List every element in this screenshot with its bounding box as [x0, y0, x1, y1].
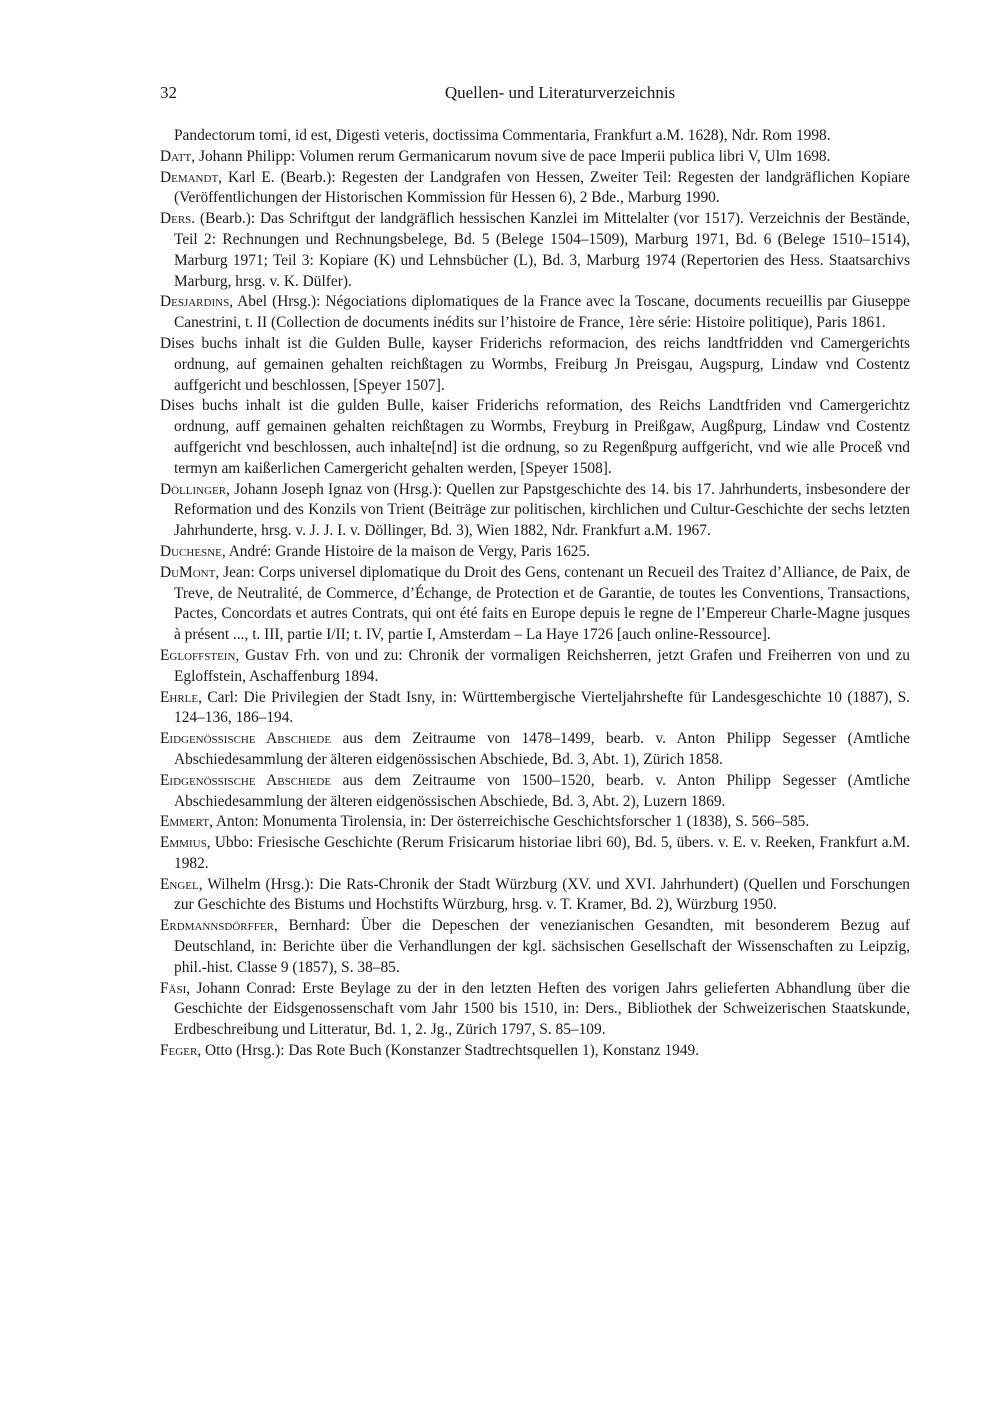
bibliography-entry: [160, 209, 910, 292]
entry-author: Erdmannsdörffer: [160, 917, 274, 935]
entry-text: , Johann Conrad: Erste Beylage zu der in den letzten Heften des vorigen Jahrs gelieferten Abhandlung über die Geschichte der Eidsgenossenschaft vom Jahr 1500 bis 1510, in: Ders., Bibliothek der Schweizerischen Staatskunde, Erdbeschreibung und Litteratur, Bd. 1, 2. Jg., Zürich 1797, S. 85–109.: [174, 979, 910, 1039]
bibliography-entry: [160, 563, 910, 646]
entry-author: Duchesne: [160, 542, 222, 560]
entry-text: , Karl E. (Bearb.): Regesten der Landgrafen von Hessen, Zweiter Teil: Regesten der landgräflichen Kopiare (Veröffentlichungen der Historischen Kommission für Hessen 6), 2 Bde., Marburg 1990.: [174, 168, 910, 207]
bibliography-entry: [160, 147, 910, 168]
bibliography-entry: [160, 542, 910, 563]
entry-text: Dises buchs inhalt ist die Gulden Bulle, kayser Friderichs reformacion, des reichs landtfridden vnd Camergerichts ordnung, auf gemainen gehalten reichßtagen zu Wormbs, Freiburg Jn Preisgau, Augspurg, Lindaw vnd Costentz auffgericht und beschlossen, [Speyer 1507].: [160, 334, 910, 394]
bibliography-list: [160, 126, 910, 1062]
entry-author: Ders: [160, 210, 192, 228]
entry-text: , Ubbo: Friesische Geschichte (Rerum Frisicarum historiae libri 60), Bd. 5, übers. v. E. v. Reeken, Frankfurt a.M. 1982.: [174, 834, 910, 872]
bibliography-entry: [160, 126, 910, 147]
entry-text: , Johann Philipp: Volumen rerum Germanicarum novum sive de pace Imperii publica libri V, Ulm 1698.: [191, 147, 831, 165]
entry-text: , Abel (Hrsg.): Négociations diplomatiques de la France avec la Toscane, documents recueillis par Giuseppe Canestrini, t. II (Collection de documents inédits sur l’histoire de France, 1ère série: Histoire politique), Paris 1861.: [174, 293, 910, 332]
entry-author: Eidgenössische Abschiede: [160, 771, 332, 789]
entry-author: Emmert: [160, 813, 210, 831]
entry-text: , Wilhelm (Hrsg.): Die Rats-Chronik der Stadt Würzburg (XV. und XVI. Jahrhundert) (Quellen und Forschungen zur Geschichte des Bistums und Hochstifts Würzburg, hrsg. v. T. Kramer, Bd. 2), Würzburg 1950.: [174, 875, 910, 914]
bibliography-entry: [160, 812, 910, 833]
entry-author: Demandt: [160, 168, 219, 186]
bibliography-entry: [160, 168, 910, 210]
bibliography-entry: [160, 1041, 910, 1062]
document-page: [160, 80, 910, 1062]
bibliography-entry: [160, 875, 910, 917]
entry-text: aus dem Zeitraume von 1500–1520, bearb. v. Anton Philipp Segesser (Amtliche Abschiedesammlung der älteren eidgenössischen Abschiede, Bd. 3, Abt. 2), Luzern 1869.: [174, 771, 911, 810]
entry-author: Fäsi: [160, 979, 187, 997]
page-header: [160, 80, 910, 106]
bibliography-entry: [160, 833, 910, 875]
bibliography-entry: [160, 646, 910, 688]
entry-author: Emmius: [160, 834, 207, 852]
entry-text: aus dem Zeitraume von 1478–1499, bearb. v. Anton Philipp Segesser (Amtliche Abschiedesammlung der älteren eidgenössischen Abschiede, Bd. 3, Abt. 1), Zürich 1858.: [174, 730, 911, 768]
entry-text: , Bernhard: Über die Depeschen der venezianischen Gesandten, mit besonderem Bezug auf Deutschland, in: Berichte über die Verhandlungen der kgl. sächsischen Gesellschaft der Wissenschaften zu Leipzig, phil.-hist. Classe 9 (1857), S. 38–85.: [174, 917, 910, 976]
entry-text: , Otto (Hrsg.): Das Rote Buch (Konstanzer Stadtrechtsquellen 1), Konstanz 1949.: [197, 1042, 700, 1060]
entry-text: , Carl: Die Privilegien der Stadt Isny, in: Württembergische Vierteljahrshefte für Landesgeschichte 10 (1887), S. 124–136, 186–194.: [174, 688, 910, 727]
entry-text: Dises buchs inhalt ist die gulden Bulle, kaiser Friderichs reformation, des Reichs Landtfriden vnd Camergerichtz ordnung, auff gemainen gehalten reichßtagen zu Wormbs, Freyburg in Preißgaw, Augßpurg, Lindaw vnd Costentz auffgericht vnd beschlossen, auch inhalte[nd] ist die ordnung, so zu Regenßpurg auffgericht, vnd wie alle Proceß vnd termyn am kaißerlichen Camergericht gehalten werden, [Speyer 1508].: [160, 397, 910, 477]
entry-text: . (Bearb.): Das Schriftgut der landgräflich hessischen Kanzlei im Mittelalter (vor 1517). Verzeichnis der Bestände, Teil 2: Rechnungen und Rechnungsbelege, Bd. 5 (Belege 1504–1509), Marburg 1971, Bd. 6 (Belege 1510–1514), Marburg 1971; Teil 3: Kopiare (K) und Lehnsbücher (L), Bd. 3, Marburg 1974 (Repertorien des Hess. Staatsarchivs Marburg, hrsg. v. K. Dülfer).: [174, 210, 910, 290]
bibliography-entry: [160, 688, 910, 730]
bibliography-entry: [160, 396, 910, 479]
entry-author: Ehrle: [160, 688, 199, 706]
entry-author: Eidgenössische Abschiede: [160, 730, 332, 748]
entry-text: , Gustav Frh. von und zu: Chronik der vormaligen Reichsherren, jetzt Grafen und Freiherren von und zu Egloffstein, Aschaffenburg 1894.: [174, 646, 910, 685]
running-title: Quellen- und Literaturverzeichnis: [444, 83, 676, 102]
entry-author: Desjardins: [160, 293, 230, 311]
entry-text: Pandectorum tomi, id est, Digesti veteris, doctissima Commentaria, Frankfurt a.M. 1628), Ndr. Rom 1998.: [174, 127, 831, 144]
bibliography-entry: [160, 729, 910, 771]
bibliography-entry: [160, 771, 910, 813]
entry-text: , Anton: Monumenta Tirolensia, in: Der österreichische Geschichtsforscher 1 (1838), S. 566–585.: [209, 813, 810, 831]
entry-author: Döllinger: [160, 480, 227, 498]
bibliography-entry: [160, 334, 910, 396]
entry-author: DuMont: [160, 563, 216, 581]
entry-author: Datt: [160, 147, 192, 165]
entry-author: Feger: [160, 1042, 198, 1060]
bibliography-entry: [160, 979, 910, 1041]
entry-author: Egloffstein: [160, 646, 236, 664]
bibliography-entry: [160, 292, 910, 334]
bibliography-entry: [160, 916, 910, 978]
entry-text: , Jean: Corps universel diplomatique du Droit des Gens, contenant un Recueil des Traitez d’Alliance, de Paix, de Treve, de Neutralité, de Commerce, d’Échange, de Protection et de Garantie, de toutes les Conventions, Transactions, Pactes, Concordats et autres Contrats, qui ont été faits en Europe depuis le regne de l’Empereur Charle-Magne jusques à présent ..., t. III, partie I/II; t. IV, partie I, Amsterdam – La Haye 1726 [auch online-Ressource].: [174, 563, 910, 644]
entry-author: Engel: [160, 875, 199, 893]
entry-text: , André: Grande Histoire de la maison de Vergy, Paris 1625.: [221, 542, 591, 560]
page-number: 32: [160, 83, 177, 102]
bibliography-entry: [160, 480, 910, 542]
entry-text: , Johann Joseph Ignaz von (Hrsg.): Quellen zur Papstgeschichte des 14. bis 17. Jahrhunderts, insbesondere der Reformation und des Konzils von Trient (Beiträge zur politischen, kirchlichen und Cultur-Geschichte der sechs letzten Jahrhunderte, hrsg. v. J. J. I. v. Döllinger, Bd. 3), Wien 1882, Ndr. Frankfurt a.M. 1967.: [174, 480, 910, 540]
